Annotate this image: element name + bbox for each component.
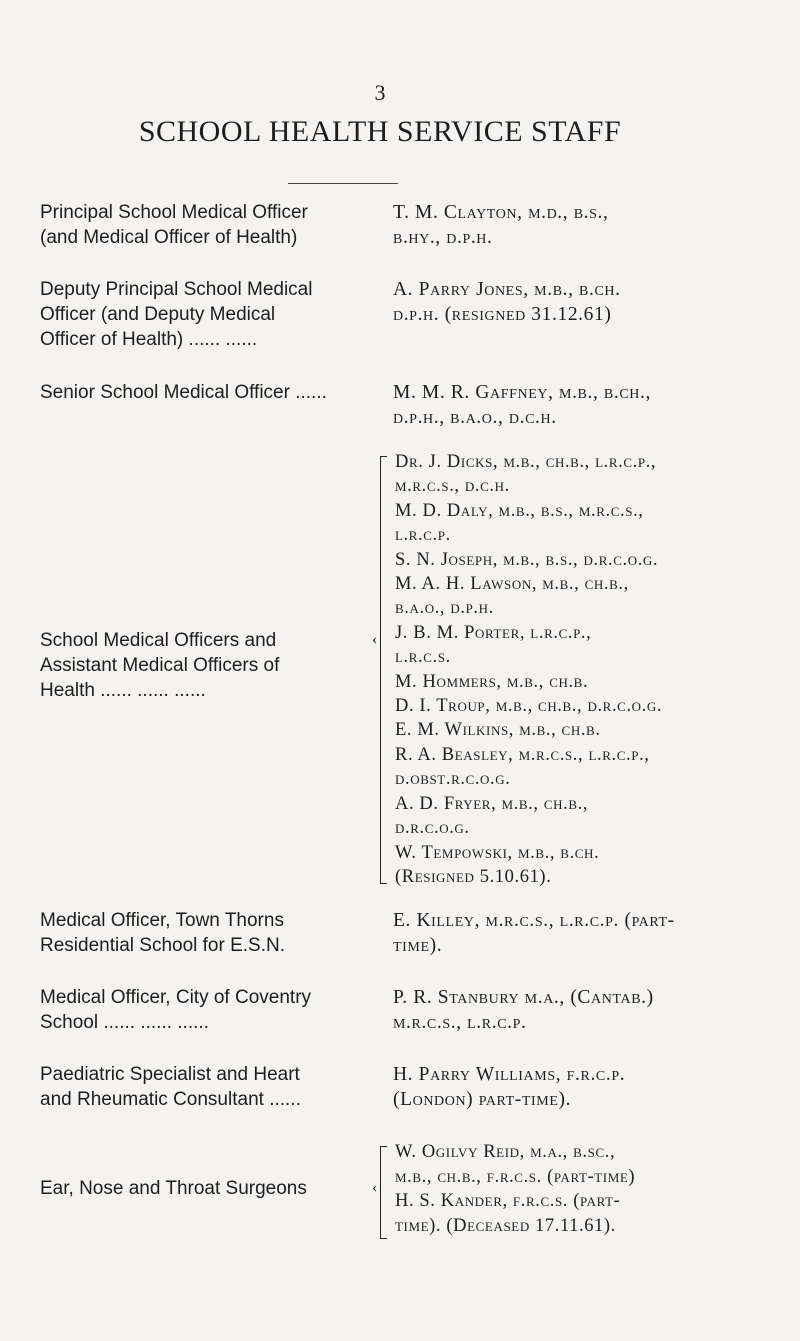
list-item: S. N. Joseph, m.b., b.s., d.r.c.o.g. xyxy=(395,549,659,570)
list-item: W. Ogilvy Reid, m.a., b.sc., xyxy=(395,1142,616,1162)
staff-list: ‹ Dr. J. Dicks, m.b., ch.b., l.r.c.p., m.r.c.s., d.c.h. M. D. Daly, m.b., b.s., m.r.c.s., l.r.c.p. S. N. Joseph, m.b., b.s., d.r.c.o.g. M. A. H. Lawson, m.b., ch.b., b.a.o., d.p.h. J. B. M. Porter, l.r.c.p., l.r.c.s. M. Hommers, m.b., ch.b. D. I. Troup, m.b., ch.b., d.r.c.o.g. E. M. Wilkins, m.b., ch.b. R. A. Beasley, m.r.c.s., l.r.c.p., d.obst.r.c.o.g. A. D. Fryer, m.b., ch.b., d.r.c.o.g. W. Tempowski, m.b., b.ch. (Resigned 5.10.61). xyxy=(380,450,770,889)
list-item: l.r.c.s. xyxy=(395,647,451,668)
staff-list: ‹ W. Ogilvy Reid, m.a., b.sc., m.b., ch.b., f.r.c.s. (part-time) H. S. Kander, f.r.c.s. (part- time). (Deceased 17.11.61). xyxy=(380,1140,770,1238)
list-item: time). (Deceased 17.11.61). xyxy=(395,1215,616,1236)
list-item: M. A. H. Lawson, m.b., ch.b., xyxy=(395,574,629,595)
list-item: d.r.c.o.g. xyxy=(395,818,470,839)
list-item: H. S. Kander, f.r.c.s. (part- xyxy=(395,1191,621,1211)
ent-group xyxy=(40,1140,770,1250)
role-label: Senior School Medical Officer ...... xyxy=(40,382,327,403)
staff-name: T. M. Clayton, m.d., b.s., b.hy., d.p.h. xyxy=(393,202,609,248)
role-label: Medical Officer, City of Coventry School ...... ...... ...... xyxy=(40,987,312,1033)
list-item: M. D. Daly, m.b., b.s., m.r.c.s., xyxy=(395,500,644,521)
brace xyxy=(380,456,387,883)
list-item: D. I. Troup, m.b., ch.b., d.r.c.o.g. xyxy=(395,696,663,717)
list-item: R. A. Beasley, m.r.c.s., l.r.c.p., xyxy=(395,744,650,765)
list-item: A. D. Fryer, m.b., ch.b., xyxy=(395,793,589,814)
list-item: l.r.c.p. xyxy=(395,525,451,546)
staff-name: H. Parry Williams, f.r.c.p. (London) part-time). xyxy=(393,1064,626,1110)
list-item: Dr. J. Dicks, m.b., ch.b., l.r.c.p., xyxy=(395,452,657,472)
list-item: (Resigned 5.10.61). xyxy=(395,866,552,887)
role-label: Paediatric Specialist and Heart and Rheumatic Consultant ...... xyxy=(40,1064,301,1110)
page-number: 3 xyxy=(374,80,386,105)
staff-name: A. Parry Jones, m.b., b.ch. d.p.h. (resigned 31.12.61) xyxy=(393,279,621,325)
list-item: M. Hommers, m.b., ch.b. xyxy=(395,671,589,692)
role-label: Ear, Nose and Throat Surgeons xyxy=(40,1178,307,1199)
list-item: E. M. Wilkins, m.b., ch.b. xyxy=(395,720,601,741)
list-item: m.r.c.s., d.c.h. xyxy=(395,476,510,497)
list-item: W. Tempowski, m.b., b.ch. xyxy=(395,842,600,863)
list-item: d.obst.r.c.o.g. xyxy=(395,769,511,790)
title-divider xyxy=(288,183,398,184)
role-label: Deputy Principal School Medical Officer (and Deputy Medical Officer of Health) ...... ...... xyxy=(40,279,313,350)
role-label: Medical Officer, Town Thorns Residential School for E.S.N. xyxy=(40,910,286,956)
staff-name: M. M. R. Gaffney, m.b., b.ch., d.p.h., b.a.o., d.c.h. xyxy=(393,382,651,428)
list-item: b.a.o., d.p.h. xyxy=(395,598,494,619)
staff-name: P. R. Stanbury m.a., (Cantab.) m.r.c.s., l.r.c.p. xyxy=(393,987,654,1033)
brace xyxy=(380,1146,387,1238)
role-label: School Medical Officers and Assistant Medical Officers of Health ...... ...... ...... xyxy=(40,630,280,701)
staff-name: E. Killey, m.r.c.s., l.r.c.p. (part- time). xyxy=(393,910,675,956)
list-item: m.b., ch.b., f.r.c.s. (part-time) xyxy=(395,1166,636,1187)
smo-group xyxy=(40,450,770,890)
page-title: SCHOOL HEALTH SERVICE STAFF xyxy=(138,115,622,148)
list-item: J. B. M. Porter, l.r.c.p., xyxy=(395,622,592,643)
role-label: Principal School Medical Officer (and Medical Officer of Health) xyxy=(40,202,308,248)
